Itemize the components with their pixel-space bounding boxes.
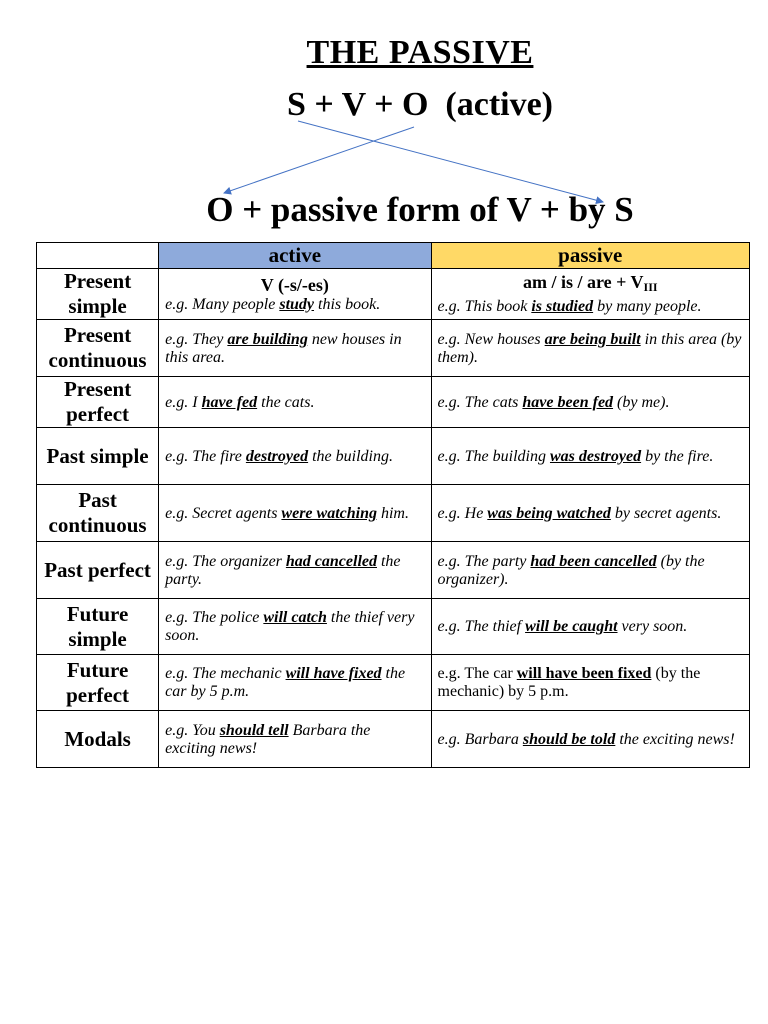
table-row [37, 428, 750, 485]
passive-example [431, 269, 749, 320]
verb-form: have fed [201, 393, 258, 411]
verb-form: had been cancelled [530, 552, 657, 570]
example-text: the party. [165, 552, 401, 588]
tense-cell: Present continuous [37, 320, 159, 377]
active-example [159, 269, 431, 320]
table-row [37, 377, 750, 428]
example-text: by secret agents. [610, 504, 722, 522]
passive-example [431, 485, 749, 542]
active-formula: S + V + O (active) [286, 86, 554, 123]
tense-cell: Past perfect [37, 542, 159, 599]
verb-form: is studied [531, 298, 594, 315]
passive-formula: O + passive form of V + by S [206, 190, 634, 229]
example-text: e.g. Barbara [437, 730, 523, 748]
example-text: Barbara the exciting news! [165, 721, 371, 757]
table-row [37, 711, 750, 768]
example-text: very soon. [617, 618, 688, 635]
example-text: e.g. I [165, 393, 202, 411]
page-title: THE PASSIVE [306, 34, 534, 71]
tense-cell: Future perfect [37, 655, 159, 711]
active-example [159, 655, 431, 711]
example-text: by the fire. [641, 447, 714, 465]
verb-form: were watching [281, 504, 377, 522]
example-text: e.g. New houses [437, 330, 545, 348]
header-row [37, 243, 750, 269]
passive-example [431, 377, 749, 428]
table-row [37, 542, 750, 599]
example-text: this book. [314, 295, 381, 313]
example-text: e.g. The fire [165, 447, 246, 465]
example-text: e.g. The car [437, 665, 517, 682]
tense-cell: Modals [37, 711, 159, 768]
example-text: e.g. The building [437, 447, 550, 465]
verb-form: was being watched [487, 504, 611, 522]
passive-example [431, 320, 749, 377]
example-text: (by me). [613, 393, 670, 411]
table-row [37, 269, 750, 320]
passive-example [431, 599, 749, 655]
header-active: active [159, 243, 431, 269]
example-text: e.g. He [437, 504, 488, 522]
tense-cell: Present simple [37, 269, 159, 320]
passive-formula-cell: am / is / are + $V_{III}$ [522, 272, 658, 294]
example-text: e.g. The thief [437, 618, 526, 635]
arrow-object-to-start [224, 127, 414, 193]
passive-example [431, 542, 749, 599]
verb-form: are building [227, 330, 308, 348]
example-text: the cats. [257, 393, 315, 411]
verb-form: will be caught [525, 618, 618, 635]
verb-form: should be told [522, 730, 616, 748]
example-text: the thief very soon. [165, 609, 415, 644]
verb-form: should tell [219, 721, 289, 739]
example-text: by many people. [593, 298, 702, 315]
table-row [37, 655, 750, 711]
example-text: e.g. The mechanic [165, 665, 286, 682]
header-empty [37, 243, 159, 269]
active-example [159, 599, 431, 655]
passive-example [431, 711, 749, 768]
active-example [159, 428, 431, 485]
active-formula-cell: V (-s/-es) [260, 274, 329, 295]
example-text: (by the mechanic) by 5 p.m. [437, 665, 701, 700]
tense-cell: Present perfect [37, 377, 159, 428]
passive-table [36, 242, 750, 768]
passive-example [431, 428, 749, 485]
verb-subscript: III [643, 280, 658, 294]
example-text: e.g. The party [437, 552, 531, 570]
tense-cell: Past simple [37, 428, 159, 485]
example-text: the exciting news! [615, 730, 735, 748]
verb-form: have been fed [522, 393, 614, 411]
example-text: (by the organizer). [437, 552, 705, 588]
active-example [159, 711, 431, 768]
example-text: him. [376, 504, 409, 522]
table-row [37, 320, 750, 377]
table-row [37, 599, 750, 655]
verb-form: destroyed [245, 447, 309, 465]
example-text: e.g. They [165, 330, 228, 348]
example-text: the building. [308, 447, 393, 465]
verb-form: will have fixed [285, 665, 382, 682]
example-text: e.g. You [165, 721, 220, 739]
verb-form: are being built [544, 330, 641, 348]
example-text: e.g. Secret agents [165, 504, 282, 522]
example-text: new houses in this area. [165, 330, 402, 366]
verb-form: study [279, 295, 315, 313]
example-text: e.g. This book [437, 298, 532, 315]
example-text: the car by 5 p.m. [165, 665, 406, 700]
active-example [159, 485, 431, 542]
example-text: in this area (by them). [437, 330, 742, 366]
verb-form: will have been fixed [516, 665, 652, 682]
active-example [159, 377, 431, 428]
active-example [159, 542, 431, 599]
active-example [159, 320, 431, 377]
tense-cell: Future simple [37, 599, 159, 655]
table-row [37, 485, 750, 542]
example-text: e.g. The cats [437, 393, 523, 411]
example-text: e.g. The organizer [165, 552, 286, 570]
verb-form: had cancelled [285, 552, 377, 570]
verb-form: will catch [263, 609, 327, 626]
example-text: e.g. The police [165, 609, 264, 626]
verb-form: was destroyed [549, 447, 642, 465]
header-passive: passive [431, 243, 749, 269]
passive-example [431, 655, 749, 711]
example-text: e.g. Many people [165, 295, 280, 313]
tense-cell: Past continuous [37, 485, 159, 542]
